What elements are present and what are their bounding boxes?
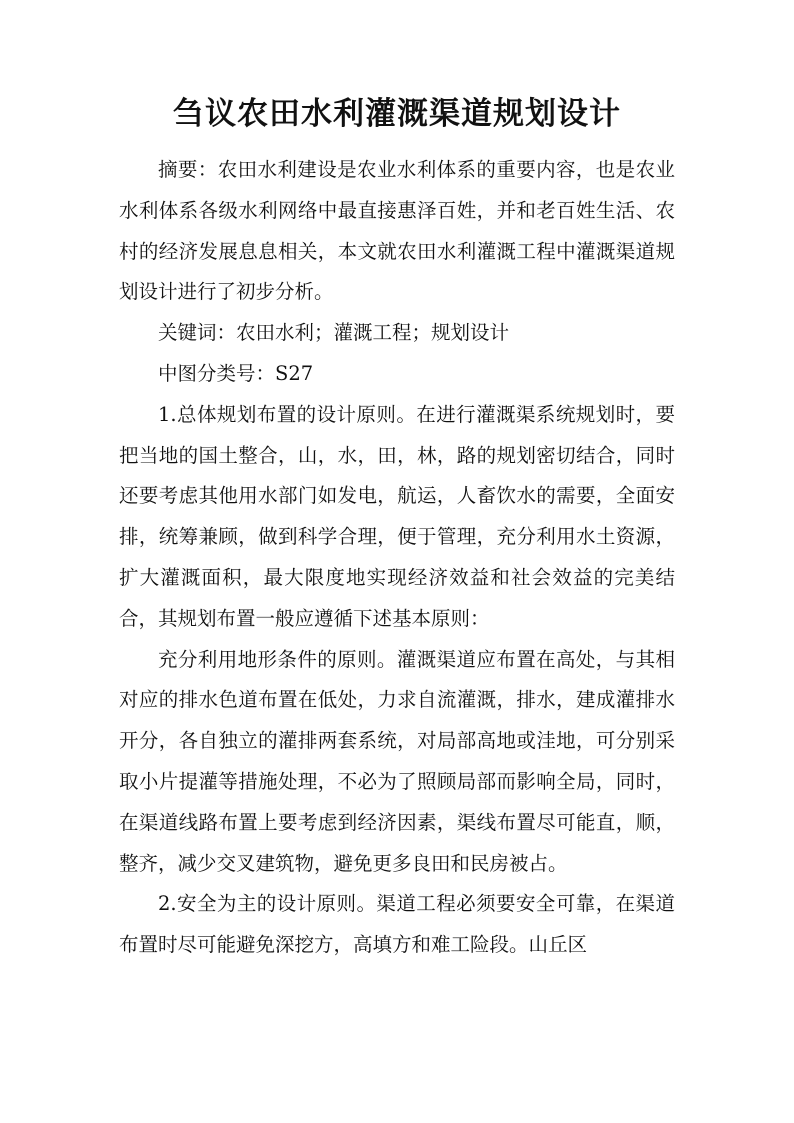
terrain-principle-paragraph: 充分利用地形条件的原则。灌溉渠道应布置在高处，与其相对应的排水色道布置在低处，力求自流灌溉，排水，建成灌排水开分，各自独立的灌排两套系统，对局部高地或洼地，可分别采取小片提灌等措施处理，不必为了照顾局部而影响全局，同时，在渠道线路布置上要考虑到经济因素，渠线布置尽可能直，顺，整齐，减少交叉建筑物，避免更多良田和民房被占。 xyxy=(119,647,675,875)
section-1-paragraph: 1.总体规划布置的设计原则。在进行灌溉渠系统规划时，要把当地的国土整合，山，水，田，林，路的规划密切结合，同时还要考虑其他用水部门如发电，航运，人畜饮水的需要，全面安排，统筹兼顾，做到科学合理，便于管理，充分利用水土资源，扩大灌溉面积，最大限度地实现经济效益和社会效益的完美结合，其规划布置一般应遵循下述基本原则： xyxy=(119,402,675,630)
keywords-paragraph: 关键词：农田水利；灌溉工程；规划设计 xyxy=(158,321,510,345)
document-body xyxy=(119,150,675,966)
section-2-paragraph: 2.安全为主的设计原则。渠道工程必须要安全可靠，在渠道布置时尽可能避免深挖方，高填方和难工险段。山丘区 xyxy=(119,892,675,957)
document-title: 刍议农田水利灌溉渠道规划设计 xyxy=(173,96,621,132)
abstract-paragraph: 摘要：农田水利建设是农业水利体系的重要内容，也是农业水利体系各级水利网络中最直接惠泽百姓，并和老百姓生活、农村的经济发展息息相关，本文就农田水利灌溉工程中灌溉渠道规划设计进行了初步分析。 xyxy=(119,158,675,304)
classification-paragraph: 中图分类号：S27 xyxy=(158,361,314,385)
